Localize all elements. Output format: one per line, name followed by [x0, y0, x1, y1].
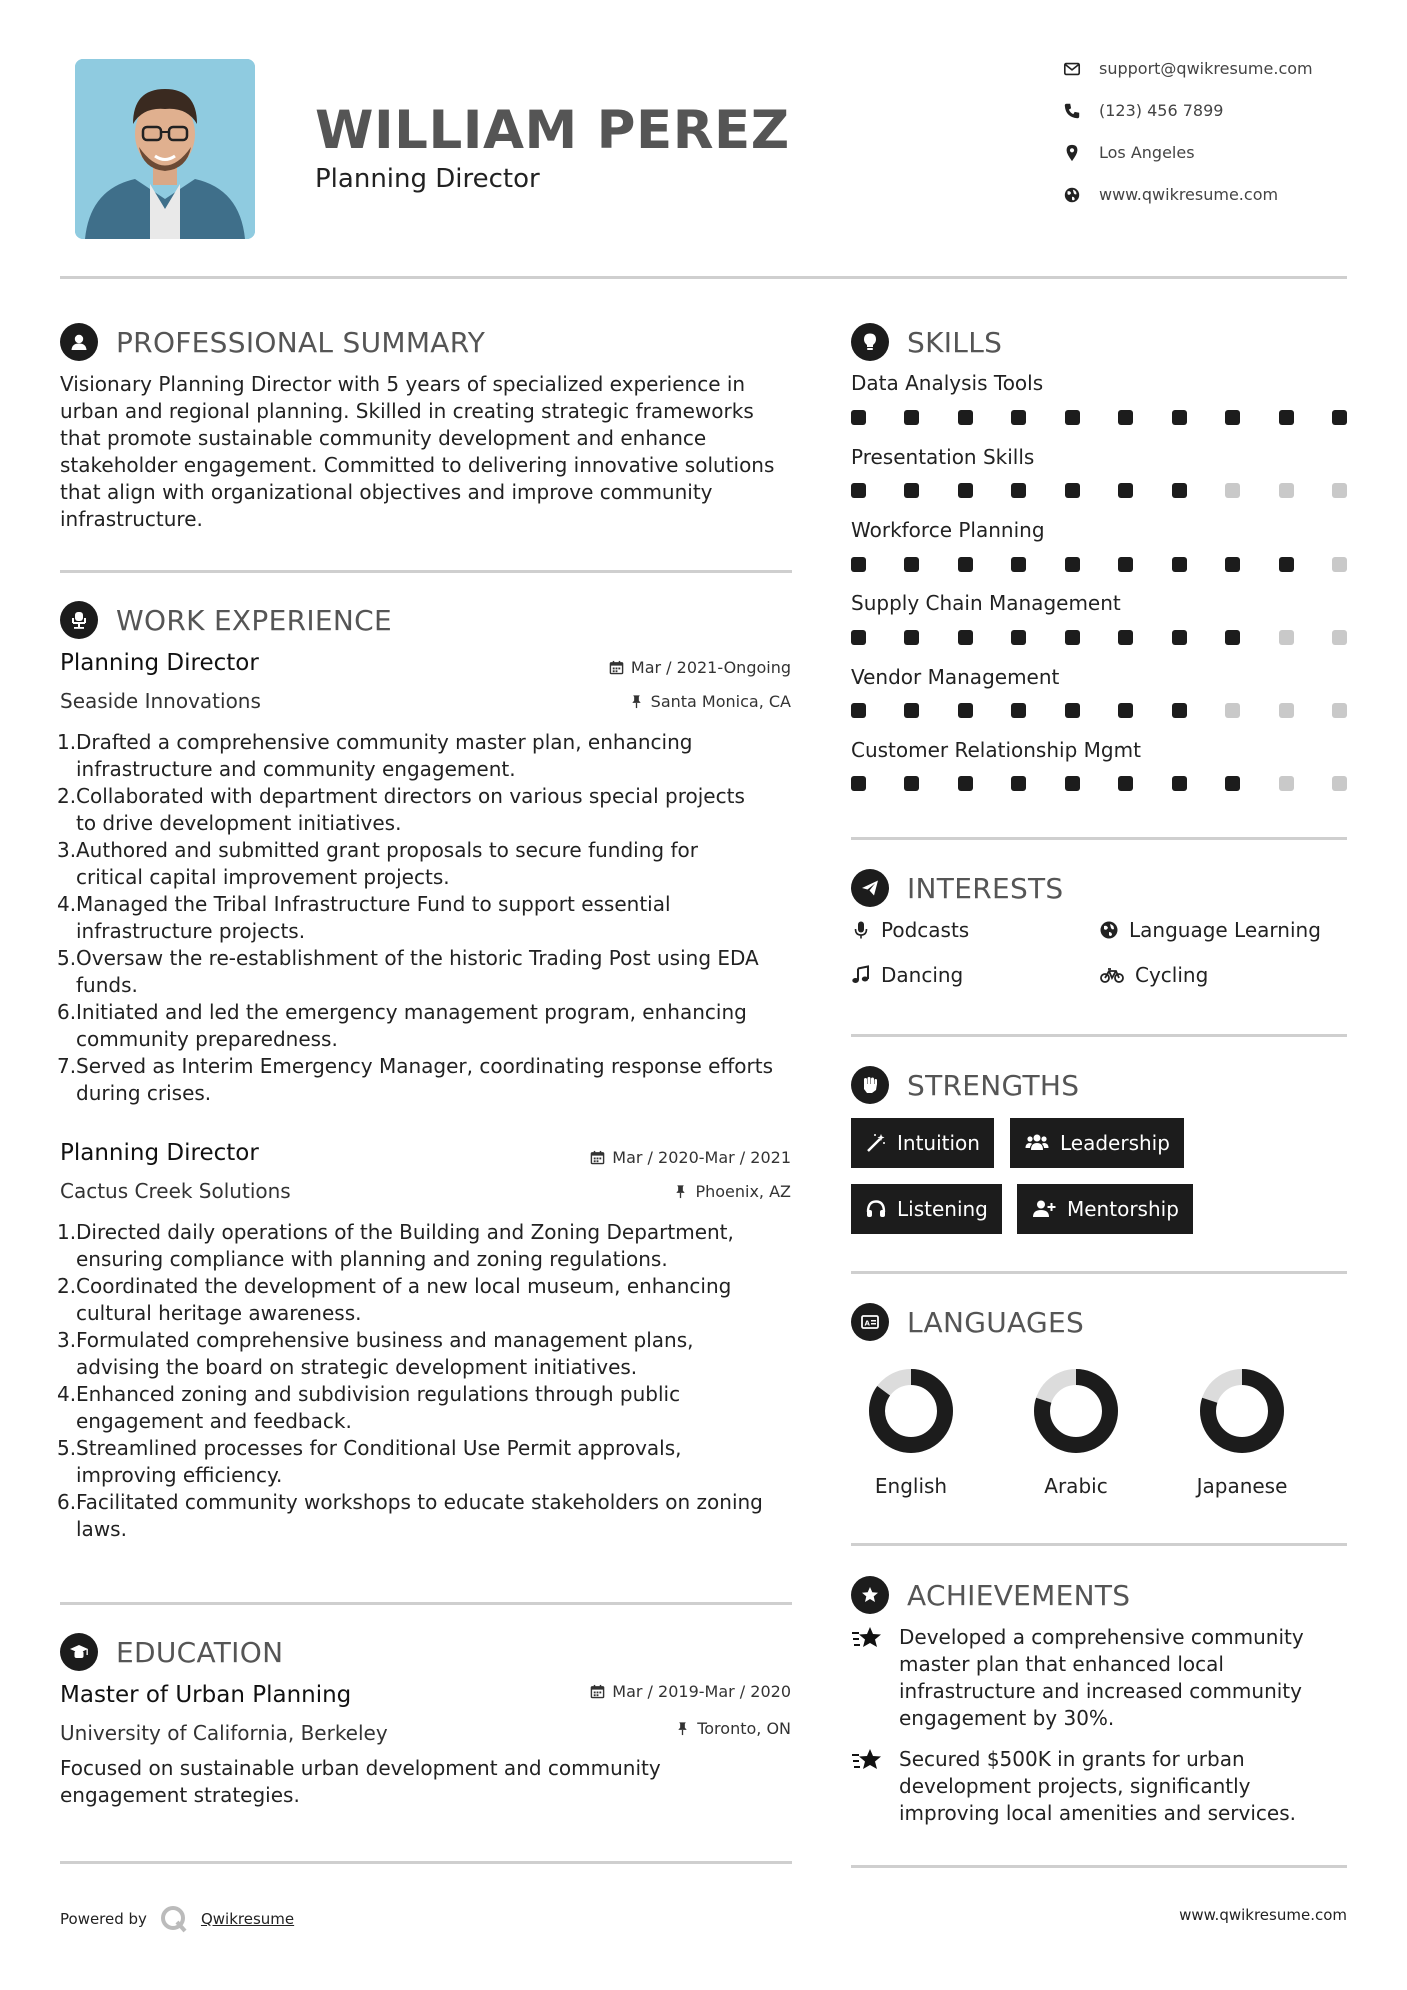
list-item — [57, 1327, 802, 1381]
list-number: 4. — [57, 1382, 77, 1406]
languages-divider — [851, 1543, 1347, 1546]
skill-dot-filled — [1011, 776, 1026, 791]
globe-icon — [1099, 920, 1119, 940]
education-description — [60, 1755, 800, 1809]
microphone-icon — [851, 920, 871, 940]
skill-rating — [851, 557, 1351, 575]
achievements-divider — [851, 1865, 1347, 1868]
interest-label: Language Learning — [1129, 918, 1321, 942]
skill-dot-filled — [904, 630, 919, 645]
music-note-icon — [851, 965, 871, 985]
achievement-line: development projects, significantly — [899, 1774, 1251, 1798]
fist-icon — [851, 1066, 889, 1104]
skill-dot-filled — [1172, 410, 1187, 425]
pushpin-icon — [675, 1721, 690, 1736]
interest-label: Dancing — [881, 963, 964, 987]
list-item — [57, 1273, 802, 1327]
summary-divider — [60, 570, 792, 573]
list-item — [57, 783, 802, 837]
lightbulb-icon — [851, 323, 889, 361]
duty-line: Streamlined processes for Conditional Use Permit approvals, — [76, 1436, 682, 1460]
skill-label: Workforce Planning — [851, 518, 1045, 542]
education-location — [675, 1719, 791, 1738]
list-number: 1. — [57, 1220, 77, 1244]
skill-dot-filled — [958, 630, 973, 645]
interests-divider — [851, 1034, 1347, 1037]
skill-label: Supply Chain Management — [851, 591, 1121, 615]
education-dates — [590, 1682, 791, 1701]
profile-photo — [75, 59, 255, 239]
skill-dot-filled — [958, 776, 973, 791]
skill-rating — [851, 483, 1351, 501]
skill-dot-filled — [958, 483, 973, 498]
duty-line: community preparedness. — [76, 1027, 338, 1051]
skill-dot-empty — [1332, 703, 1347, 718]
strength-label: Intuition — [897, 1131, 980, 1155]
duty-line: Managed the Tribal Infrastructure Fund to support essential — [76, 892, 671, 916]
job-2-title: Planning Director — [60, 1140, 259, 1166]
phone-icon — [1063, 102, 1081, 120]
summary-line: infrastructure. — [60, 507, 203, 531]
shooting-star-icon — [851, 1624, 885, 1654]
skill-dot-empty — [1332, 630, 1347, 645]
svg-text:A: A — [864, 1319, 870, 1328]
achievement-line: Developed a comprehensive community — [899, 1625, 1304, 1649]
summary-text — [60, 371, 800, 533]
interest-label: Cycling — [1135, 963, 1209, 987]
contact-location-text: Los Angeles — [1099, 143, 1195, 162]
job-2-location-text: Phoenix, AZ — [695, 1182, 791, 1201]
interest-language-learning — [1099, 918, 1321, 942]
language-donut — [1033, 1368, 1119, 1454]
skill-dot-filled — [1118, 703, 1133, 718]
skill-dot-filled — [958, 557, 973, 572]
skill-dot-empty — [1279, 703, 1294, 718]
pushpin-icon — [673, 1184, 688, 1199]
job-1-company: Seaside Innovations — [60, 689, 261, 713]
education-line: engagement strategies. — [60, 1783, 300, 1807]
skill-dot-empty — [1279, 483, 1294, 498]
duty-line: Facilitated community workshops to educate stakeholders on zoning — [76, 1490, 763, 1514]
education-location-text: Toronto, ON — [697, 1719, 791, 1738]
education-school: University of California, Berkeley — [60, 1721, 388, 1745]
strength-listening — [851, 1184, 1002, 1234]
strength-intuition — [851, 1118, 994, 1168]
interest-dancing — [851, 963, 963, 987]
duty-line: Coordinated the development of a new local museum, enhancing — [76, 1274, 732, 1298]
duty-line: Initiated and led the emergency management program, enhancing — [76, 1000, 747, 1024]
paper-plane-icon — [851, 869, 889, 907]
job-2-dates-text: Mar / 2020-Mar / 2021 — [612, 1148, 791, 1167]
job-2-duties — [57, 1219, 802, 1543]
duty-line: Oversaw the re-establishment of the historic Trading Post using EDA — [76, 946, 759, 970]
skill-dot-filled — [904, 703, 919, 718]
interest-podcasts — [851, 918, 969, 942]
skill-rating — [851, 703, 1351, 721]
skill-dot-empty — [1332, 483, 1347, 498]
skill-dot-empty — [1332, 776, 1347, 791]
skill-dot-filled — [1225, 776, 1240, 791]
footer-brand-link[interactable]: Qwikresume — [200, 1910, 295, 1928]
skill-dot-empty — [1225, 483, 1240, 498]
job-2-dates — [590, 1148, 791, 1167]
skill-dot-empty — [1225, 703, 1240, 718]
experience-heading-text: WORK EXPERIENCE — [116, 603, 392, 637]
magic-wand-icon — [865, 1132, 887, 1154]
skill-dot-filled — [1172, 483, 1187, 498]
list-item — [57, 837, 802, 891]
language-name: Arabic — [1044, 1474, 1108, 1498]
star-badge-icon — [851, 1576, 889, 1614]
skill-dot-filled — [1011, 630, 1026, 645]
duty-line: Enhanced zoning and subdivision regulations through public — [76, 1382, 681, 1406]
skill-dot-filled — [851, 776, 866, 791]
skill-dot-filled — [1065, 410, 1080, 425]
job-1-dates — [609, 658, 791, 677]
list-item — [57, 999, 802, 1053]
list-number: 7. — [57, 1054, 77, 1078]
interests-heading — [851, 869, 1064, 907]
skills-heading — [851, 323, 1002, 361]
list-item — [57, 1381, 802, 1435]
education-heading — [60, 1633, 283, 1671]
calendar-icon — [590, 1684, 605, 1699]
achievements-heading-text: ACHIEVEMENTS — [907, 1578, 1131, 1612]
job-1-dates-text: Mar / 2021-Ongoing — [630, 658, 791, 677]
globe-icon — [1063, 186, 1081, 204]
education-divider — [60, 1861, 792, 1864]
contact-website[interactable] — [1063, 185, 1278, 204]
summary-heading — [60, 323, 485, 361]
skill-dot-filled — [1172, 703, 1187, 718]
summary-line: that promote sustainable community development and enhance — [60, 426, 707, 450]
strength-label: Mentorship — [1067, 1197, 1179, 1221]
achievement-item — [851, 1746, 1351, 1827]
duty-line: infrastructure projects. — [76, 919, 306, 943]
list-item — [57, 1435, 802, 1489]
list-number: 6. — [57, 1490, 77, 1514]
skill-dot-empty — [1332, 557, 1347, 572]
skill-dot-filled — [1225, 557, 1240, 572]
job-1-location-text: Santa Monica, CA — [650, 692, 791, 711]
skill-dot-filled — [851, 410, 866, 425]
footer-website[interactable]: www.qwikresume.com — [1179, 1906, 1347, 1924]
duty-line: improving efficiency. — [76, 1463, 283, 1487]
skill-rating — [851, 630, 1351, 648]
skill-dot-filled — [958, 703, 973, 718]
list-number: 2. — [57, 1274, 77, 1298]
skill-dot-filled — [1011, 483, 1026, 498]
duty-line: ensuring compliance with planning and zoning regulations. — [76, 1247, 668, 1271]
skill-dot-filled — [1118, 483, 1133, 498]
skill-dot-filled — [1011, 703, 1026, 718]
duty-line: during crises. — [76, 1081, 212, 1105]
list-number: 3. — [57, 1328, 77, 1352]
list-item — [57, 1489, 802, 1543]
skill-dot-filled — [1172, 630, 1187, 645]
job-1-location — [629, 692, 791, 711]
avatar — [75, 59, 255, 239]
skill-dot-filled — [1065, 703, 1080, 718]
skill-label: Presentation Skills — [851, 445, 1035, 469]
list-number: 3. — [57, 838, 77, 862]
skill-dot-filled — [1065, 483, 1080, 498]
education-heading-text: EDUCATION — [116, 1635, 284, 1669]
duty-line: engagement and feedback. — [76, 1409, 352, 1433]
skills-divider — [851, 837, 1347, 840]
job-2-location — [673, 1182, 791, 1201]
summary-heading-text: PROFESSIONAL SUMMARY — [116, 325, 486, 359]
bicycle-icon — [1099, 965, 1125, 985]
skill-dot-filled — [1011, 557, 1026, 572]
list-number: 2. — [57, 784, 77, 808]
strength-label: Leadership — [1060, 1131, 1170, 1155]
graduation-icon — [60, 1633, 98, 1671]
skill-dot-empty — [1279, 630, 1294, 645]
language-name: English — [874, 1474, 948, 1498]
duty-line: Served as Interim Emergency Manager, coordinating response efforts — [76, 1054, 773, 1078]
duty-line: Formulated comprehensive business and management plans, — [76, 1328, 694, 1352]
skill-label: Vendor Management — [851, 665, 1060, 689]
contact-location — [1063, 143, 1195, 162]
job-1-title: Planning Director — [60, 650, 259, 676]
achievements-heading — [851, 1576, 1130, 1614]
skill-label: Data Analysis Tools — [851, 371, 1044, 395]
skill-rating — [851, 410, 1351, 428]
interest-cycling — [1099, 963, 1208, 987]
duty-line: cultural heritage awareness. — [76, 1301, 362, 1325]
job-1-duties — [57, 729, 802, 1107]
skill-dot-filled — [1011, 410, 1026, 425]
strength-mentorship — [1017, 1184, 1193, 1234]
summary-line: stakeholder engagement. Committed to delivering innovative solutions — [60, 453, 775, 477]
skill-dot-filled — [851, 630, 866, 645]
duty-line: infrastructure and community engagement. — [76, 757, 516, 781]
interest-label: Podcasts — [881, 918, 970, 942]
skill-dot-filled — [1065, 630, 1080, 645]
duty-line: Authored and submitted grant proposals to secure funding for — [76, 838, 698, 862]
calendar-icon — [590, 1150, 605, 1165]
user-circle-icon — [60, 323, 98, 361]
user-plus-icon — [1031, 1198, 1057, 1220]
contact-email-text: support@qwikresume.com — [1099, 59, 1313, 78]
summary-line: Visionary Planning Director with 5 years of specialized experience in — [60, 372, 746, 396]
languages-heading — [851, 1303, 1084, 1341]
skill-dot-filled — [1172, 557, 1187, 572]
skill-dot-filled — [904, 410, 919, 425]
duty-line: advising the board on strategic development initiatives. — [76, 1355, 638, 1379]
contact-phone[interactable] — [1063, 101, 1223, 120]
list-number: 5. — [57, 1436, 77, 1460]
contact-phone-text: (123) 456 7899 — [1099, 101, 1224, 120]
skill-label: Customer Relationship Mgmt — [851, 738, 1141, 762]
language-donut — [868, 1368, 954, 1454]
strengths-heading-text: STRENGTHS — [907, 1068, 1080, 1102]
powered-by-text: Powered by — [60, 1910, 147, 1928]
job-2-company: Cactus Creek Solutions — [60, 1179, 291, 1203]
interests-heading-text: INTERESTS — [907, 871, 1064, 905]
shooting-star-icon — [851, 1746, 885, 1776]
summary-line: urban and regional planning. Skilled in creating strategic frameworks — [60, 399, 754, 423]
qwikresume-logo-icon — [159, 1904, 189, 1934]
achievement-line: infrastructure and increased community — [899, 1679, 1302, 1703]
headphones-icon — [865, 1198, 887, 1220]
achievement-line: Secured $500K in grants for urban — [899, 1747, 1245, 1771]
skill-dot-filled — [904, 483, 919, 498]
header-divider — [60, 276, 1347, 279]
skill-dot-filled — [1118, 410, 1133, 425]
language-card-icon — [851, 1303, 889, 1341]
skill-dot-filled — [1118, 776, 1133, 791]
duty-line: critical capital improvement projects. — [76, 865, 450, 889]
list-number: 6. — [57, 1000, 77, 1024]
list-item — [57, 1053, 802, 1107]
duty-line: laws. — [76, 1517, 127, 1541]
envelope-icon — [1063, 60, 1081, 78]
strength-leadership — [1010, 1118, 1184, 1168]
experience-divider — [60, 1602, 792, 1605]
achievement-line: engagement by 30%. — [899, 1706, 1115, 1730]
map-pin-icon — [1063, 144, 1081, 162]
achievement-line: improving local amenities and services. — [899, 1801, 1296, 1825]
list-number: 4. — [57, 892, 77, 916]
footer-powered-by — [60, 1904, 294, 1934]
list-item — [57, 891, 802, 945]
list-item — [57, 1219, 802, 1273]
skill-rating — [851, 776, 1351, 794]
list-number: 5. — [57, 946, 77, 970]
list-item — [57, 945, 802, 999]
skill-dot-filled — [1225, 630, 1240, 645]
skill-dot-filled — [1065, 776, 1080, 791]
duty-line: funds. — [76, 973, 138, 997]
skill-dot-filled — [1065, 557, 1080, 572]
contact-website-text: www.qwikresume.com — [1099, 185, 1279, 204]
candidate-title: Planning Director — [315, 164, 540, 194]
strengths-divider — [851, 1271, 1347, 1274]
skill-dot-filled — [1118, 630, 1133, 645]
users-icon — [1024, 1132, 1050, 1154]
skill-dot-filled — [1225, 410, 1240, 425]
skill-dot-filled — [851, 703, 866, 718]
duty-line: Drafted a comprehensive community master plan, enhancing — [76, 730, 693, 754]
candidate-name: WILLIAM PEREZ — [315, 100, 790, 161]
strengths-heading — [851, 1066, 1079, 1104]
education-line: Focused on sustainable urban development and community — [60, 1756, 661, 1780]
skill-dot-filled — [1279, 410, 1294, 425]
experience-heading — [60, 601, 392, 639]
skill-dot-empty — [1279, 776, 1294, 791]
strength-label: Listening — [897, 1197, 988, 1221]
skill-dot-filled — [904, 557, 919, 572]
duty-line: to drive development initiatives. — [76, 811, 402, 835]
skill-dot-filled — [1118, 557, 1133, 572]
list-item — [57, 729, 802, 783]
skill-dot-filled — [851, 483, 866, 498]
skill-dot-filled — [1172, 776, 1187, 791]
briefcase-chair-icon — [60, 601, 98, 639]
language-donut — [1199, 1368, 1285, 1454]
achievement-item — [851, 1624, 1351, 1732]
calendar-icon — [609, 660, 624, 675]
education-degree: Master of Urban Planning — [60, 1682, 352, 1708]
contact-email[interactable] — [1063, 59, 1313, 78]
achievement-line: master plan that enhanced local — [899, 1652, 1224, 1676]
skill-dot-filled — [1332, 410, 1347, 425]
list-number: 1. — [57, 730, 77, 754]
languages-heading-text: LANGUAGES — [907, 1305, 1085, 1339]
skill-dot-filled — [851, 557, 866, 572]
skill-dot-filled — [1279, 557, 1294, 572]
duty-line: Directed daily operations of the Building and Zoning Department, — [76, 1220, 734, 1244]
skill-dot-filled — [958, 410, 973, 425]
pushpin-icon — [629, 694, 644, 709]
summary-line: that align with organizational objectives and improve community — [60, 480, 713, 504]
skill-dot-filled — [904, 776, 919, 791]
skills-heading-text: SKILLS — [907, 325, 1003, 359]
education-dates-text: Mar / 2019-Mar / 2020 — [612, 1682, 791, 1701]
duty-line: Collaborated with department directors on various special projects — [76, 784, 745, 808]
language-name: Japanese — [1196, 1474, 1288, 1498]
